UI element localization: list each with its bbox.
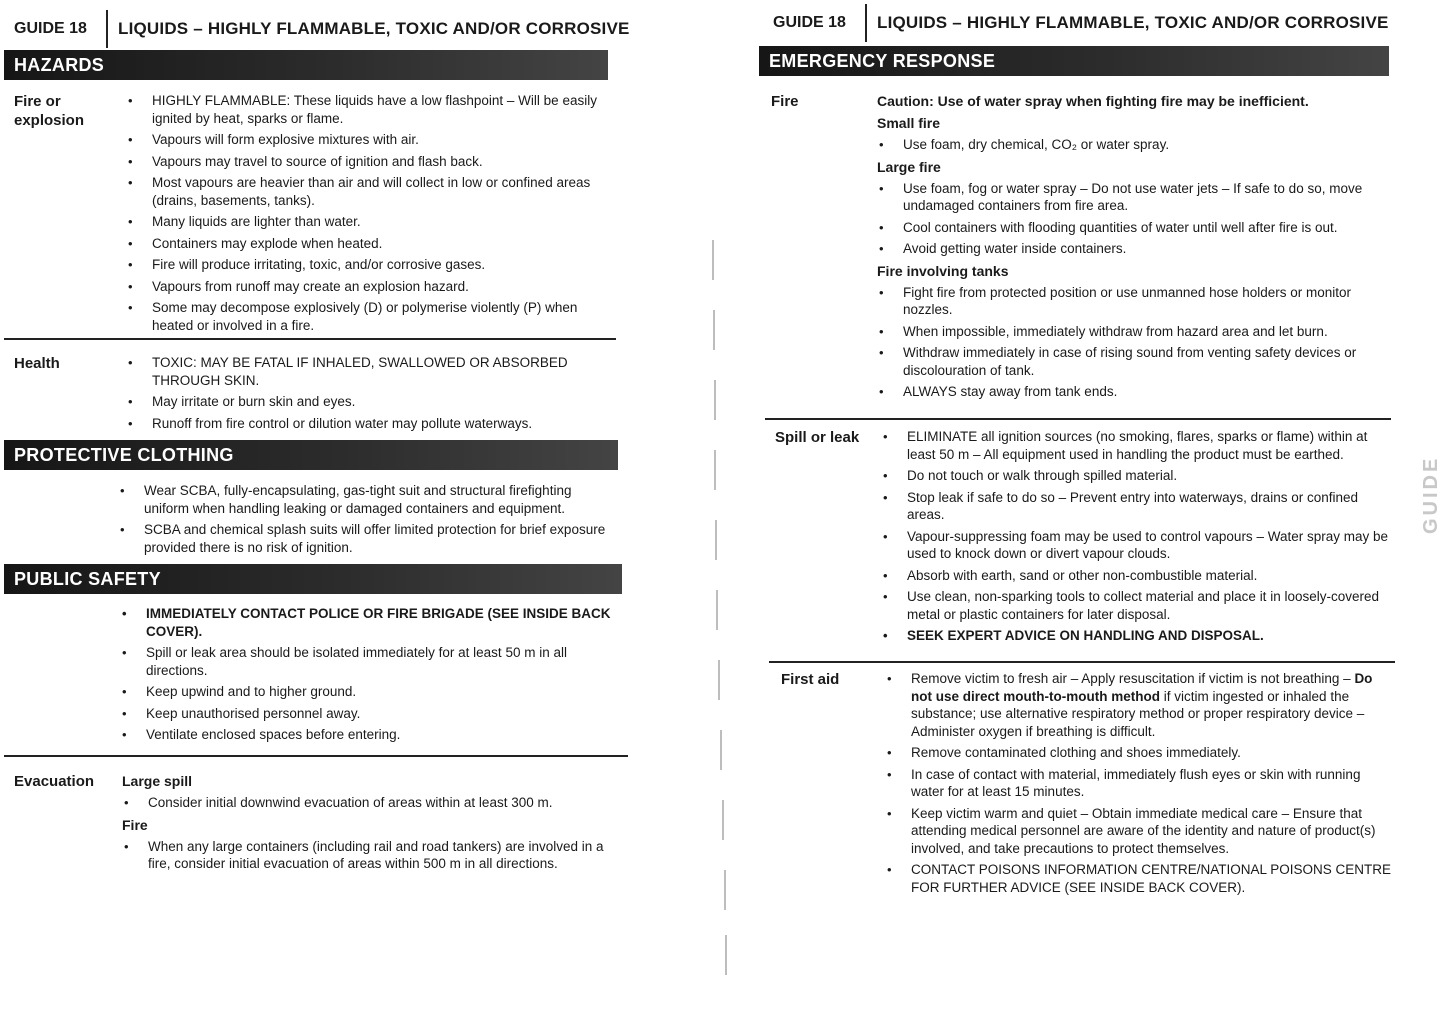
- list-item: • Cool containers with flooding quantities of water until well after fire is out.: [877, 219, 1391, 237]
- list-item: • ELIMINATE all ignition sources (no smoking, flares, sparks or flame) within at least 50 m – All equipment used in handling the product must be earthed.: [881, 428, 1395, 463]
- list-item: • Wear SCBA, fully-encapsulating, gas-tight suit and structural firefighting uniform when handling leaking or damaged containers and equipment.: [118, 482, 614, 517]
- list-item: • Vapours from runoff may create an explosion hazard.: [126, 278, 614, 296]
- health-list: [126, 354, 614, 432]
- list-item: • In case of contact with material, immediately flush eyes or skin with running water for at least 15 minutes.: [885, 766, 1393, 801]
- guide-header: [10, 10, 640, 48]
- list-item: • Containers may explode when heated.: [126, 235, 614, 253]
- guide-title: LIQUIDS – HIGHLY FLAMMABLE, TOXIC AND/OR CORROSIVE: [118, 19, 630, 38]
- large-spill-heading: Large spill: [122, 773, 193, 789]
- list-item: • Do not touch or walk through spilled material.: [881, 467, 1395, 485]
- list-item: • When impossible, immediately withdraw from hazard area and let burn.: [877, 323, 1391, 341]
- gutter-mark: [725, 935, 727, 975]
- gutter-mark: [714, 450, 716, 490]
- first-aid-label: First aid: [781, 671, 840, 688]
- list-item: • Fight fire from protected position or use unmanned hose holders or monitor nozzles.: [877, 284, 1391, 319]
- list-item: • Many liquids are lighter than water.: [126, 213, 614, 231]
- list-item: • May irritate or burn skin and eyes.: [126, 393, 614, 411]
- spill-leak-label: Spill or leak: [775, 429, 860, 446]
- first-aid-section: [781, 670, 1393, 900]
- public-safety-list: [120, 605, 614, 744]
- gutter-mark: [713, 310, 715, 350]
- list-item: • Vapour-suppressing foam may be used to control vapours – Water spray may be used to knock down or divert vapour clouds.: [881, 528, 1395, 563]
- large-fire-heading: Large fire: [877, 158, 941, 175]
- gutter-mark: [718, 660, 720, 700]
- list-item: • ALWAYS stay away from tank ends.: [877, 383, 1391, 401]
- header-separator: [106, 10, 108, 48]
- list-item: • Keep upwind and to higher ground.: [120, 683, 614, 701]
- small-fire-list: [877, 136, 1391, 154]
- list-item: • Use clean, non-sparking tools to collect material and place it in loosely-covered metal or plastic containers for later disposal.: [881, 588, 1395, 623]
- gutter-mark: [715, 520, 717, 560]
- gutter-mark: [714, 380, 716, 420]
- gutter-mark: [724, 870, 726, 910]
- list-item: • Most vapours are heavier than air and will collect in low or confined areas (drains, basements, tanks).: [126, 174, 614, 209]
- list-item: • Use foam, fog or water spray – Do not use water jets – If safe to do so, move undamaged containers from fire area.: [877, 180, 1391, 215]
- fire-heading: Fire: [122, 816, 148, 833]
- gutter-mark: [722, 800, 724, 840]
- list-item: • Spill or leak area should be isolated immediately for at least 50 m in all directions.: [120, 644, 614, 679]
- list-item: • Ventilate enclosed spaces before entering.: [120, 726, 614, 744]
- list-item: • Withdraw immediately in case of rising sound from venting safety devices or discolouration of tank.: [877, 344, 1391, 379]
- fire-evacuation-list: [122, 838, 614, 873]
- list-item: • Some may decompose explosively (D) or polymerise violently (P) when heated or involved in a fire.: [126, 299, 614, 334]
- large-spill-list: [122, 794, 614, 812]
- spill-leak-list: [881, 428, 1395, 645]
- tanks-heading: Fire involving tanks: [877, 262, 1009, 279]
- fire-explosion-label: Fire or explosion: [14, 93, 85, 129]
- fire-explosion-list: [126, 92, 614, 334]
- fire-response-section: [771, 90, 1391, 405]
- section-divider: [4, 755, 628, 757]
- list-item: • Avoid getting water inside containers.: [877, 240, 1391, 258]
- health-section: [14, 354, 614, 436]
- list-item: • Use foam, dry chemical, CO₂ or water spray.: [877, 136, 1391, 154]
- large-fire-list: [877, 180, 1391, 258]
- list-item: • Vapours may travel to source of ignition and flash back.: [126, 153, 614, 171]
- list-item: • Remove contaminated clothing and shoes immediately.: [885, 744, 1393, 762]
- list-item: • Stop leak if safe to do so – Prevent entry into waterways, drains or confined areas.: [881, 489, 1395, 524]
- first-aid-list: [885, 670, 1393, 896]
- protective-clothing-section: [14, 482, 614, 560]
- list-item: • Remove victim to fresh air – Apply resuscitation if victim is not breathing – Do not use direct mouth-to-mouth method if victim ingested or inhaled the substance; use alternative respiratory method or proper respiratory device – Administer oxygen if breathing is difficult.: [885, 670, 1393, 740]
- gutter-mark: [720, 730, 722, 770]
- list-item: • Keep victim warm and quiet – Obtain immediate medical care – Ensure that attending medical personnel are aware of the identity and nature of product(s) involved, and take precautions to protect themselves.: [885, 805, 1393, 858]
- gutter-mark: [716, 590, 718, 630]
- side-tab-label: GUIDE: [1420, 455, 1442, 534]
- list-item: • TOXIC: MAY BE FATAL IF INHALED, SWALLOWED OR ABSORBED THROUGH SKIN.: [126, 354, 614, 389]
- public-safety-heading: PUBLIC SAFETY: [4, 564, 622, 594]
- list-item: • Vapours will form explosive mixtures with air.: [126, 131, 614, 149]
- evacuation-label: Evacuation: [14, 773, 95, 790]
- guide-number: GUIDE 18: [773, 14, 846, 31]
- header-separator: [865, 4, 867, 42]
- list-item: • HIGHLY FLAMMABLE: These liquids have a low flashpoint – Will be easily ignited by heat, sparks or flame.: [126, 92, 614, 127]
- list-item: • IMMEDIATELY CONTACT POLICE OR FIRE BRIGADE (SEE INSIDE BACK COVER).: [120, 605, 614, 640]
- right-page: [755, 0, 1400, 1012]
- guide-title: LIQUIDS – HIGHLY FLAMMABLE, TOXIC AND/OR CORROSIVE: [877, 13, 1389, 32]
- section-divider: [765, 418, 1391, 420]
- section-divider: [4, 338, 616, 340]
- list-item: • Fire will produce irritating, toxic, and/or corrosive gases.: [126, 256, 614, 274]
- section-divider: [769, 661, 1395, 663]
- list-item: • When any large containers (including rail and road tankers) are involved in a fire, consider initial evacuation of areas within 500 m in all directions.: [122, 838, 614, 873]
- protective-clothing-heading: PROTECTIVE CLOTHING: [4, 440, 618, 470]
- caution-note: Caution: Use of water spray when fighting fire may be inefficient.: [877, 93, 1309, 109]
- list-item: • SEEK EXPERT ADVICE ON HANDLING AND DISPOSAL.: [881, 627, 1395, 645]
- fire-explosion-section: [14, 92, 614, 338]
- list-item: • SCBA and chemical splash suits will offer limited protection for brief exposure provided there is no risk of ignition.: [118, 521, 614, 556]
- list-item: • CONTACT POISONS INFORMATION CENTRE/NATIONAL POISONS CENTRE FOR FURTHER ADVICE (SEE INSIDE BACK COVER).: [885, 861, 1393, 896]
- list-item: • Runoff from fire control or dilution water may pollute waterways.: [126, 415, 614, 433]
- fire-label: Fire: [771, 93, 799, 110]
- protective-clothing-list: [118, 482, 614, 556]
- hazards-heading: HAZARDS: [4, 50, 608, 80]
- guide-header: [769, 4, 1400, 42]
- guide-number: GUIDE 18: [14, 20, 87, 37]
- left-page: [0, 0, 640, 1012]
- list-item: • Absorb with earth, sand or other non-combustible material.: [881, 567, 1395, 585]
- list-item: • Keep unauthorised personnel away.: [120, 705, 614, 723]
- public-safety-section: [14, 605, 614, 748]
- spill-leak-section: [775, 428, 1395, 649]
- health-label: Health: [14, 355, 60, 372]
- evacuation-section: [14, 770, 614, 877]
- tanks-fire-list: [877, 284, 1391, 401]
- gutter-mark: [712, 240, 714, 280]
- small-fire-heading: Small fire: [877, 115, 941, 131]
- list-item: • Consider initial downwind evacuation of areas within at least 300 m.: [122, 794, 614, 812]
- emergency-response-heading: EMERGENCY RESPONSE: [759, 46, 1389, 76]
- emphasis-text: Do not use direct mouth-to-mouth method: [911, 671, 1373, 704]
